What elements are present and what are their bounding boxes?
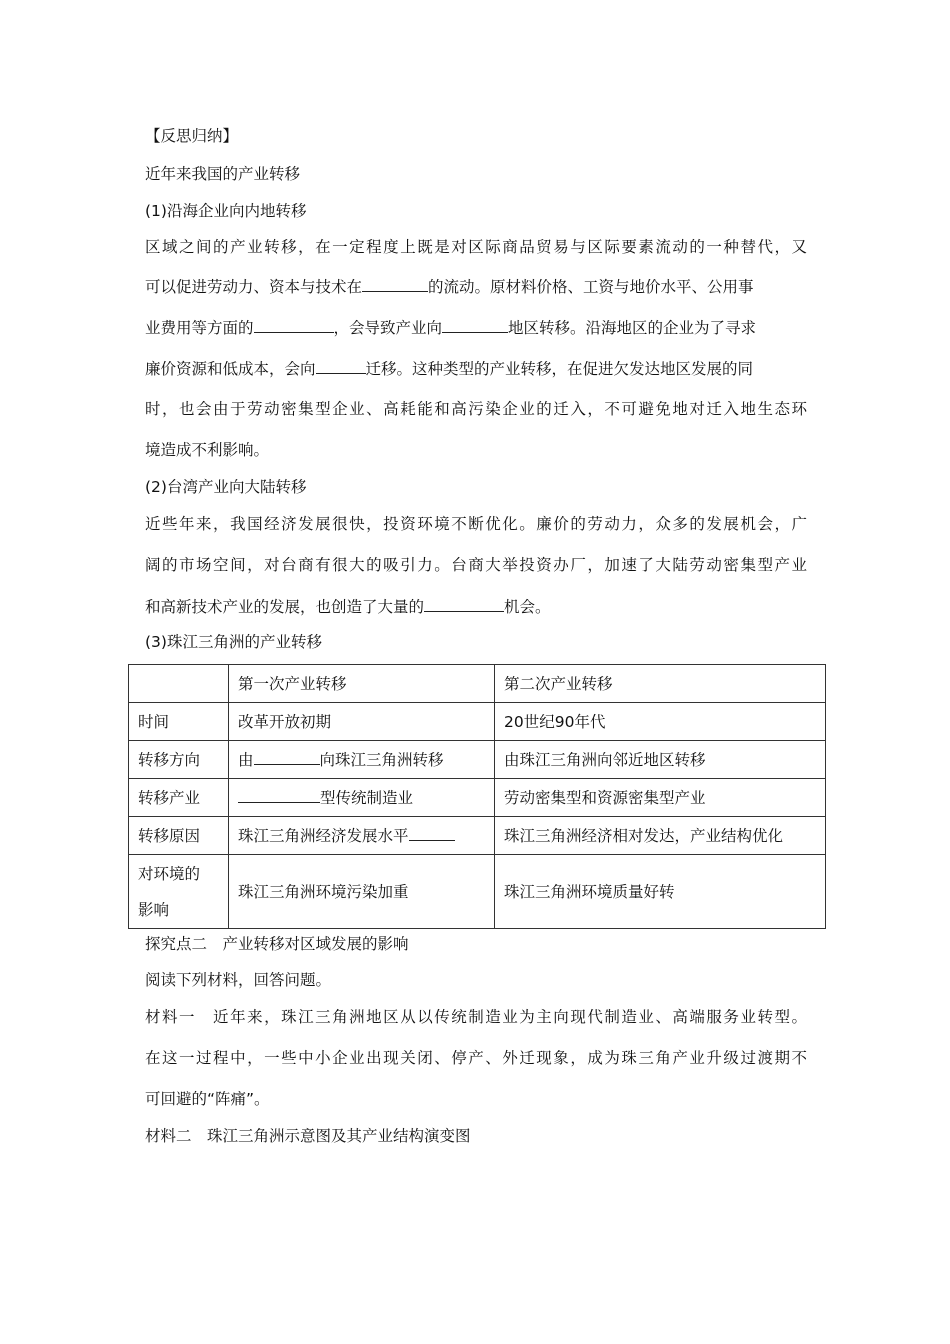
fill-in-blank[interactable]: [316, 358, 366, 374]
paragraph-line: 业费用等方面的 ，会导致产业向 地区转移。沿海地区的企业为了寻求: [145, 319, 757, 337]
fill-in-blank[interactable]: [254, 749, 320, 765]
paragraph-line: 时，也会由于劳动密集型企业、高耗能和高污染企业的迁入，不可避免地对迁入地生态环: [145, 400, 807, 418]
reading-prompt: 阅读下列材料，回答问题。: [145, 971, 332, 989]
subsection-3-title: (3)珠江三角洲的产业转移: [145, 633, 322, 651]
row-label: 时间: [129, 703, 229, 741]
table-cell: 珠江三角洲经济发展水平: [229, 817, 495, 855]
table-row: [129, 741, 826, 779]
paragraph-line: 区域之间的产业转移，在一定程度上既是对区际商品贸易与区际要素流动的一种替代，又: [145, 238, 807, 256]
material-1-line: 材料一 近年来，珠江三角洲地区从以传统制造业为主向现代制造业、高端服务业转型。: [145, 1008, 807, 1026]
topic-title: 近年来我国的产业转移: [145, 165, 301, 183]
paragraph-line: 近些年来，我国经济发展很快，投资环境不断优化。廉价的劳动力，众多的发展机会，广: [145, 515, 807, 533]
paragraph-line: 廉价资源和低成本，会向 迁移。这种类型的产业转移，在促进欠发达地区发展的同: [145, 360, 754, 378]
table-cell: 由珠江三角洲向邻近地区转移: [495, 741, 826, 779]
material-2-caption: 材料二 珠江三角洲示意图及其产业结构演变图: [145, 1127, 471, 1145]
paragraph-line: 阔的市场空间，对台商有很大的吸引力。台商大举投资办厂，加速了大陆劳动密集型产业: [145, 556, 807, 574]
table-cell: 珠江三角洲环境质量好转: [495, 855, 826, 929]
fill-in-blank[interactable]: [442, 317, 508, 333]
industry-transfer-table: [128, 664, 826, 929]
table-header-cell: 第二次产业转移: [495, 665, 826, 703]
subsection-2-title: (2)台湾产业向大陆转移: [145, 478, 307, 496]
table-row: [129, 779, 826, 817]
paragraph-line: 和高新技术产业的发展，也创造了大量的 机会。: [145, 598, 551, 616]
table-cell: 珠江三角洲经济相对发达，产业结构优化: [495, 817, 826, 855]
row-label: 转移产业: [129, 779, 229, 817]
row-label: 转移方向: [129, 741, 229, 779]
paragraph-line: 境造成不利影响。: [145, 441, 270, 459]
section-2-title: 探究点二 产业转移对区域发展的影响: [145, 935, 409, 953]
fill-in-blank[interactable]: [238, 787, 320, 803]
table-cell: 由 向珠江三角洲转移: [229, 741, 495, 779]
row-label: 转移原因: [129, 817, 229, 855]
table-header-cell: [129, 665, 229, 703]
table-header-cell: 第一次产业转移: [229, 665, 495, 703]
table-cell: 珠江三角洲环境污染加重: [229, 855, 495, 929]
table-row: [129, 817, 826, 855]
subsection-1-title: (1)沿海企业向内地转移: [145, 202, 307, 220]
table-row: [129, 855, 826, 929]
material-1-line: 可回避的“阵痛”。: [145, 1090, 270, 1108]
table-cell: 改革开放初期: [229, 703, 495, 741]
table-cell: 20世纪90年代: [495, 703, 826, 741]
fill-in-blank[interactable]: [362, 276, 428, 292]
fill-in-blank[interactable]: [409, 825, 455, 841]
row-label: 对环境的 影响: [129, 855, 229, 929]
table-cell: 劳动密集型和资源密集型产业: [495, 779, 826, 817]
table-cell: 型传统制造业: [229, 779, 495, 817]
table-row: [129, 703, 826, 741]
table-header-row: [129, 665, 826, 703]
fill-in-blank[interactable]: [424, 596, 504, 612]
fill-in-blank[interactable]: [254, 317, 334, 333]
section-heading: 【反思归纳】: [145, 127, 239, 145]
paragraph-line: 可以促进劳动力、资本与技术在 的流动。原材料价格、工资与地价水平、公用事: [145, 278, 754, 296]
material-1-line: 在这一过程中，一些中小企业出现关闭、停产、外迁现象，成为珠三角产业升级过渡期不: [145, 1049, 807, 1067]
